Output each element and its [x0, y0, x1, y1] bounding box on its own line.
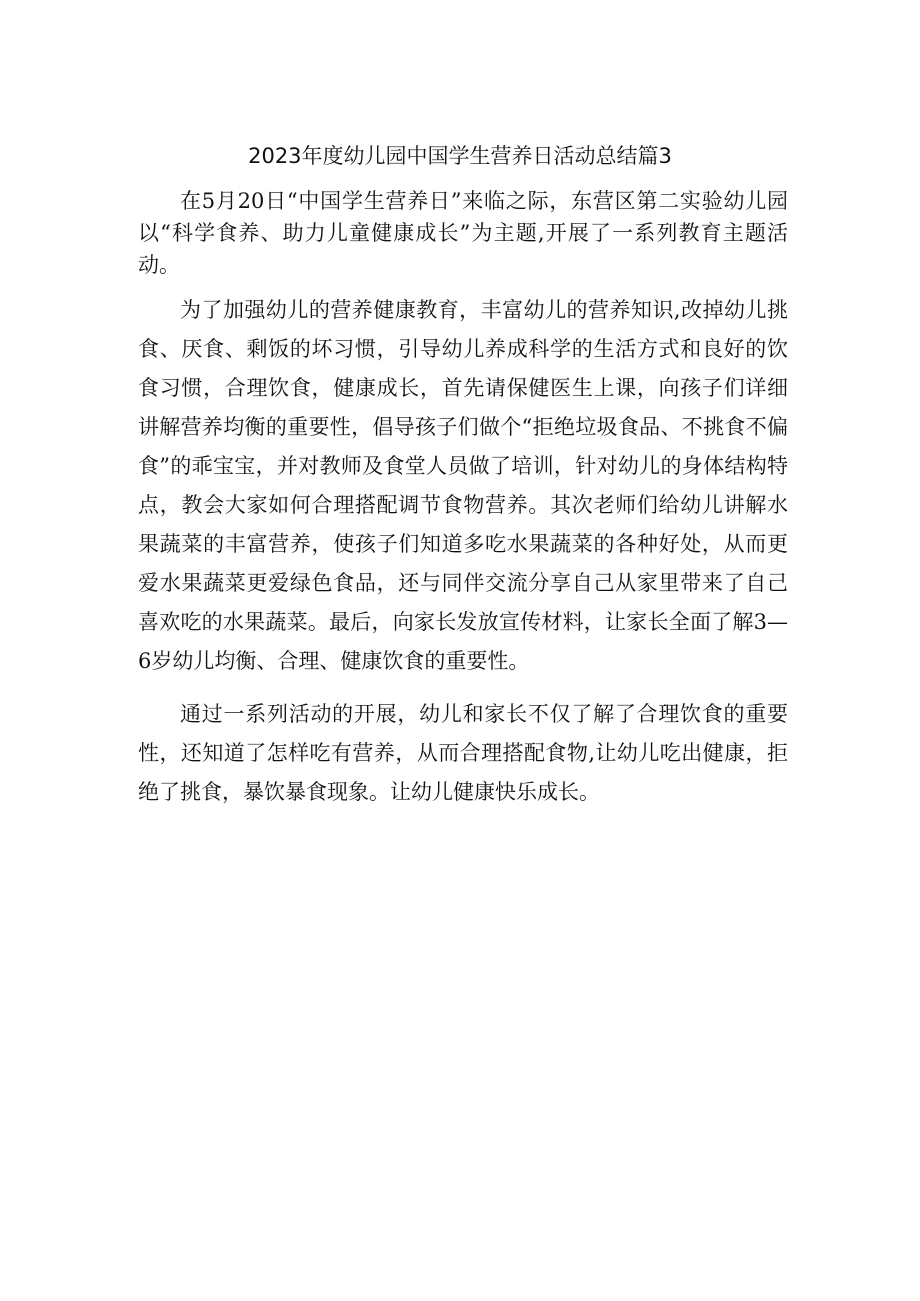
paragraph-activities: 为了加强幼儿的营养健康教育，丰富幼儿的营养知识,改掉幼儿挑食、厌食、剩饭的坏习惯，引导幼儿养成科学的生活方式和良好的饮食习惯，合理饮食，健康成长，首先请保健医生上课，向孩子们详细讲解营养均衡的重要性，倡导孩子们做个“拒绝垃圾食品、不挑食不偏食”的乖宝宝，并对教师及食堂人员做了培训，针对幼儿的身体结构特点，教会大家如何合理搭配调节食物营养。其次老师们给幼儿讲解水果蔬菜的丰富营养，使孩子们知道多吃水果蔬菜的各种好处，从而更爱水果蔬菜更爱绿色食品，还与同伴交流分享自己从家里带来了自己喜欢吃的水果蔬菜。最后，向家长发放宣传材料，让家长全面了解3—6岁幼儿均衡、合理、健康饮食的重要性。	[138, 298, 788, 673]
document-title: 2023年度幼儿园中国学生营养日活动总结篇3	[248, 144, 672, 168]
paragraph-conclusion: 通过一系列活动的开展，幼儿和家长不仅了解了合理饮食的重要性，还知道了怎样吃有营养，从而合理搭配食物,让幼儿吃出健康，拒绝了挑食，暴饮暴食现象。让幼儿健康快乐成长。	[138, 702, 788, 804]
document-body	[138, 185, 788, 812]
paragraph-intro: 在5月20日“中国学生营养日”来临之际，东营区第二实验幼儿园以“科学食养、助力儿童健康成长”为主题,开展了一系列教育主题活动。	[138, 189, 788, 277]
